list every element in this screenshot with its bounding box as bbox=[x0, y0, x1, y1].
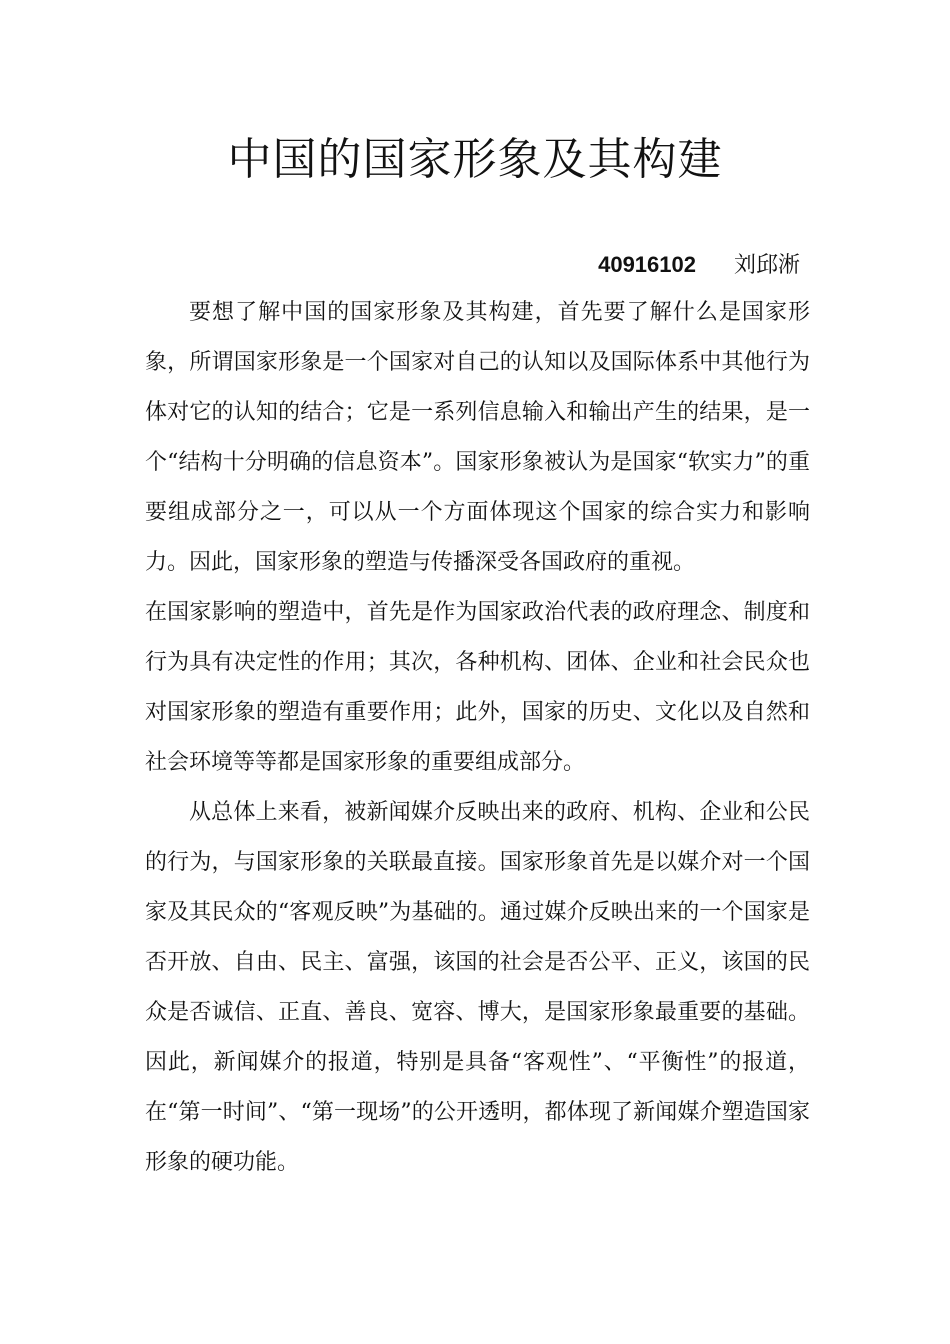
document-body bbox=[145, 288, 810, 1188]
author-line bbox=[598, 245, 800, 286]
paragraph-1: 要想了解中国的国家形象及其构建，首先要了解什么是国家形象，所谓国家形象是一个国家对自己的认知以及国际体系中其他行为体对它的认知的结合；它是一系列信息输入和输出产生的结果，是一个“结构十分明确的信息资本”。国家形象被认为是国家“软实力”的重要组成部分之一，可以从一个方面体现这个国家的综合实力和影响力。因此，国家形象的塑造与传播深受各国政府的重视。 bbox=[145, 300, 810, 575]
paragraph-2: 在国家影响的塑造中，首先是作为国家政治代表的政府理念、制度和行为具有决定性的作用；其次，各种机构、团体、企业和社会民众也对国家形象的塑造有重要作用；此外，国家的历史、文化以及自然和社会环境等等都是国家形象的重要组成部分。 bbox=[145, 600, 810, 775]
document-title: 中国的国家形象及其构建 bbox=[227, 134, 723, 185]
author-name: 刘邱淅 bbox=[733, 253, 800, 278]
student-id: 40916102 bbox=[598, 252, 696, 277]
paragraph-3: 从总体上来看，被新闻媒介反映出来的政府、机构、企业和公民的行为，与国家形象的关联最直接。国家形象首先是以媒介对一个国家及其民众的“客观反映”为基础的。通过媒介反映出来的一个国家是否开放、自由、民主、富强，该国的社会是否公平、正义，该国的民众是否诚信、正直、善良、宽容、博大，是国家形象最重要的基础。因此，新闻媒介的报道，特别是具备“客观性”、“平衡性”的报道，在“第一时间”、“第一现场”的公开透明，都体现了新闻媒介塑造国家形象的硬功能。 bbox=[145, 800, 810, 1175]
